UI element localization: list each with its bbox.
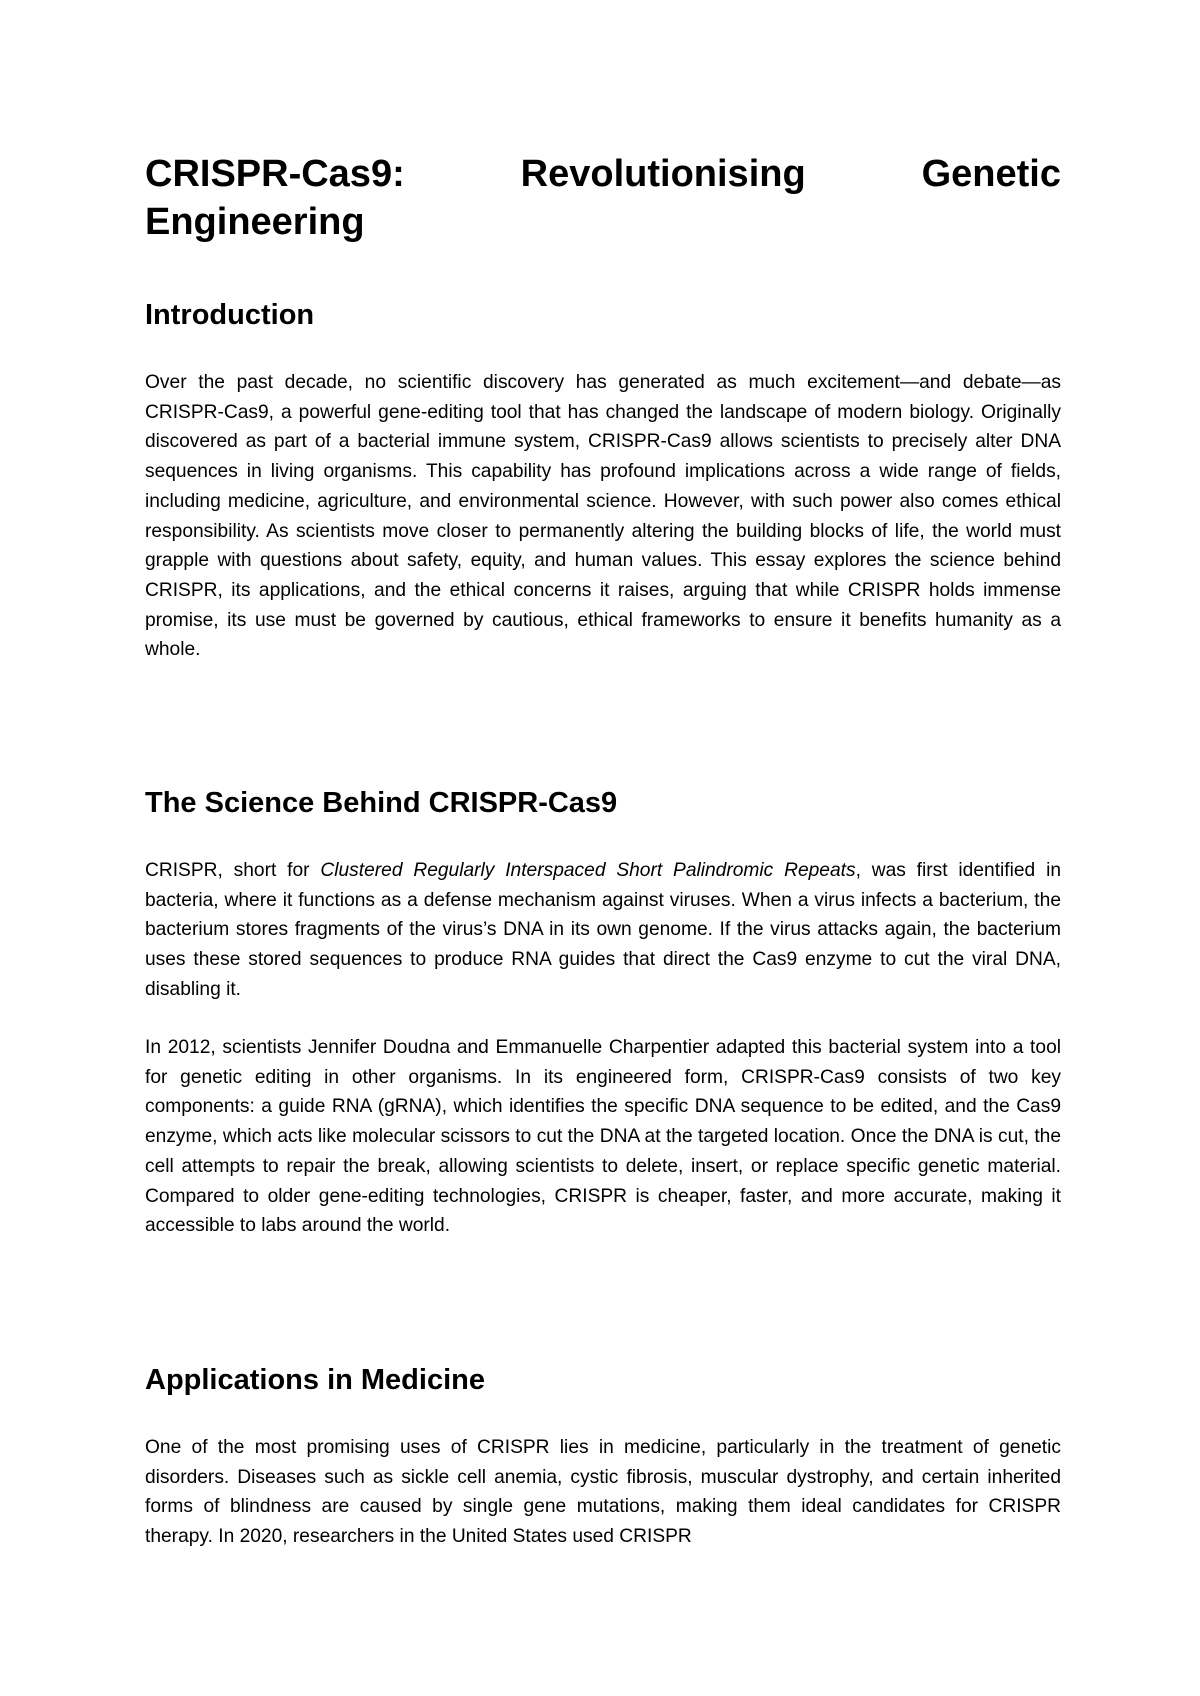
- paragraph-science-1: [145, 856, 1061, 1005]
- title-word: CRISPR-Cas9:: [145, 153, 405, 195]
- paragraph-medicine: One of the most promising uses of CRISPR lies in medicine, particularly in the treatment of genetic disorders. Diseases such as sickle cell anemia, cystic fibrosis, muscular dystrophy, and certain inherited forms of blindness are caused by single gene mutations, making them ideal candidates for CRISPR therapy. In 2020, researchers in the United States used CRISPR: [145, 1437, 1061, 1548]
- heading-science: The Science Behind CRISPR-Cas9: [145, 787, 618, 819]
- title-word: Revolutionising: [520, 153, 806, 195]
- heading-medicine: Applications in Medicine: [145, 1364, 485, 1396]
- paragraph-science-2: In 2012, scientists Jennifer Doudna and Emmanuelle Charpentier adapted this bacterial system into a tool for genetic editing in other organisms. In its engineered form, CRISPR-Cas9 consists of two key components: a guide RNA (gRNA), which identifies the specific DNA sequence to be edited, and the Cas9 enzyme, which acts like molecular scissors to cut the DNA at the targeted location. Once the DNA is cut, the cell attempts to repair the break, allowing scientists to delete, insert, or replace specific genetic material. Compared to older gene-editing technologies, CRISPR is cheaper, faster, and more accurate, making it accessible to labs around the world.: [145, 1037, 1061, 1237]
- paragraph-introduction: Over the past decade, no scientific discovery has generated as much excitement—and debate—as CRISPR-Cas9, a powerful gene-editing tool that has changed the landscape of modern biology. Originally discovered as part of a bacterial immune system, CRISPR-Cas9 allows scientists to precisely alter DNA sequences in living organisms. This capability has profound implications across a wide range of fields, including medicine, agriculture, and environmental science. However, with such power also comes ethical responsibility. As scientists move closer to permanently altering the building blocks of life, the world must grapple with questions about safety, equity, and human values. This essay explores the science behind CRISPR, its applications, and the ethical concerns it raises, arguing that while CRISPR holds immense promise, its use must be governed by cautious, ethical frameworks to ensure it benefits humanity as a whole.: [145, 372, 1061, 661]
- document-title: [145, 150, 1061, 246]
- text-run: CRISPR, short for: [145, 860, 321, 881]
- title-word: Genetic: [921, 153, 1061, 195]
- heading-introduction: Introduction: [145, 299, 315, 331]
- title-line-2: Engineering: [145, 201, 365, 243]
- crispr-expansion: Clustered Regularly Interspaced Short Palindromic Repeats: [320, 860, 856, 881]
- title-line-1: [145, 150, 1061, 198]
- text-run: , was first identified in bacteria, where it functions as a defense mechanism against viruses. When a virus infects a bacterium, the bacterium stores fragments of the virus’s DNA in its own genome. If the virus attacks again, the bacterium uses these stored sequences to produce RNA guides that direct the Cas9 enzyme to cut the viral DNA, disabling it.: [145, 860, 1061, 1000]
